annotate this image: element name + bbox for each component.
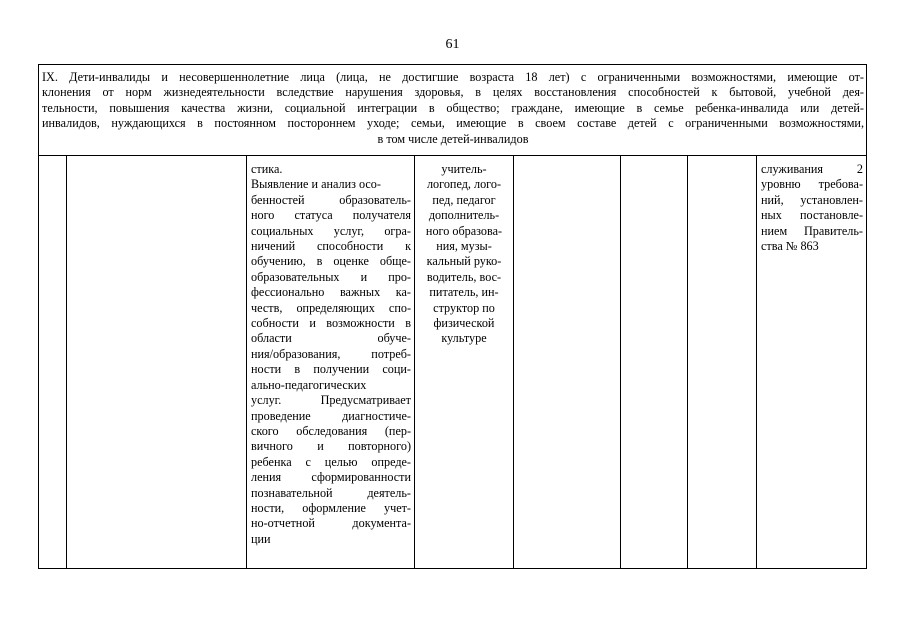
description-line: но-отчетной документа- (251, 516, 411, 531)
section-header-line: в том числе детей-инвалидов (377, 131, 529, 146)
staff-line: пед, педагог (432, 192, 496, 207)
description-line: ности, оформление учет- (251, 500, 411, 515)
staff-line: учитель- (441, 162, 487, 176)
section-header-line: инвалидов, нуждающихся в постоянном постороннем уходе; семьи, имеющие в своем составе детей с ограниченными возможностями, (42, 116, 864, 131)
staff-line: водитель, вос- (426, 269, 502, 284)
description-line: социальных услуг, огра- (251, 223, 411, 238)
description-line: ния/образования, потреб- (251, 346, 411, 361)
description-line: вичного и повторного) (251, 439, 411, 454)
staff-cell (415, 162, 513, 347)
staff-line: кальный руко- (426, 254, 502, 269)
description-line: ции (251, 531, 271, 546)
column-divider (687, 156, 688, 568)
page-number: 61 (445, 37, 460, 52)
section-header-line: IX. Дети-инвалиды и несовершеннолетние лица (лица, не достигшие возраста 18 лет) с ограниченными возможностями, имеющие от- (42, 70, 864, 84)
quality-line: служивания 2 (761, 162, 863, 176)
description-line: собности и возможности в (251, 316, 411, 331)
description-line: обучению, в оценке обще- (251, 254, 411, 269)
description-line: образовательных и про- (251, 269, 411, 284)
section-header (39, 65, 866, 156)
staff-line: питатель, ин- (429, 285, 499, 300)
description-line: услуг. Предусматривает (251, 393, 411, 408)
description-line: фессионально важных ка- (251, 285, 411, 300)
quality-line: нием Правитель- (761, 223, 863, 238)
quality-line: ний, установлен- (761, 192, 863, 207)
quality-line: уровню требова- (761, 177, 863, 192)
description-line: Выявление и анализ осо- (251, 177, 381, 192)
quality-line: ных постановле- (761, 208, 863, 223)
column-divider (66, 156, 67, 568)
description-line: познавательной деятель- (251, 485, 411, 500)
staff-line: логопед, лого- (426, 177, 502, 192)
description-line: ления сформированности (251, 470, 411, 485)
column-divider (513, 156, 514, 568)
description-line: ально-педагогических (251, 377, 367, 392)
description-line: честв, определяющих спо- (251, 300, 411, 315)
description-line: ности в получении соци- (251, 362, 411, 377)
staff-line: культуре (441, 331, 487, 346)
services-table (38, 64, 867, 569)
staff-line: физической (433, 316, 495, 331)
section-header-line: клонения от норм жизнедеятельности вследствие нарушения здоровья, в целях восстановления способностей к бытовой, учебной дея- (42, 85, 864, 100)
description-line: области обуче- (251, 331, 411, 346)
staff-line: ния, музы- (436, 239, 492, 254)
description-line: ребенка с целью опреде- (251, 454, 411, 469)
description-line: стика. (251, 162, 283, 176)
description-line: ничений способности к (251, 239, 411, 254)
service-description-cell (247, 162, 414, 547)
staff-line: структор по (433, 300, 495, 315)
description-line: проведение диагностиче- (251, 408, 411, 423)
staff-line: дополнитель- (428, 208, 500, 223)
description-line: бенностей образователь- (251, 192, 411, 207)
quality-line: ства № 863 (761, 239, 819, 254)
column-divider (620, 156, 621, 568)
staff-line: ного образова- (425, 223, 503, 238)
section-header-line: тельности, повышения качества жизни, социальной интеграции в общество; граждане, имеющие в семье ребенка-инвалида или детей- (42, 100, 864, 115)
description-line: ского обследования (пер- (251, 423, 411, 438)
quality-criteria-cell (757, 162, 866, 254)
description-line: ного статуса получателя (251, 208, 411, 223)
